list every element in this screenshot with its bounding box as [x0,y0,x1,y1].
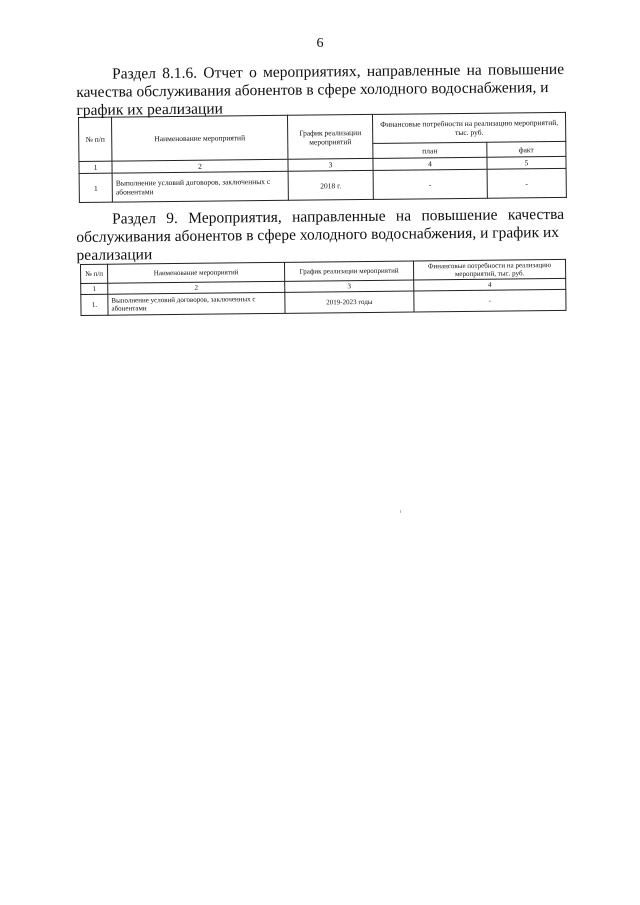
row-fact: - [487,168,567,198]
row-finance: - [414,289,566,312]
index-cell: 3 [285,280,414,292]
row-schedule: 2019-2023 годы [285,291,414,313]
row-num: 1. [81,294,108,315]
header-schedule: График реализации мероприятий [287,114,373,159]
table-row [79,168,566,202]
section-8-1-6-heading-line2: график их реализации [76,100,223,119]
row-schedule: 2018 г. [288,170,374,200]
index-cell: 2 [108,281,285,294]
index-cell: 4 [373,157,487,170]
row-num: 1 [79,173,112,202]
section-9-heading [76,206,565,265]
section-9-heading-line2: реализации [76,246,153,264]
header-num: № п/п [81,264,108,283]
header-finance: Финансовые потребности на реализацию мероприятий, тыс. руб. [373,112,566,143]
header-name: Наименование мероприятий [108,262,285,283]
index-cell: 5 [487,156,566,169]
page-number: 6 [316,36,324,51]
section-8-1-6-heading [76,61,565,120]
index-cell: 2 [112,159,288,173]
index-cell: 3 [288,158,373,171]
header-finance: Финансовые потребности на реализацию мероприятий, тыс. руб. [413,259,565,280]
header-name: Наименование мероприятий [112,115,288,161]
section-9-table [80,259,567,316]
index-cell: 1 [81,283,108,294]
scan-speck [400,510,401,513]
header-schedule: График реализации мероприятий [284,261,413,281]
row-name: Выполнение условий договоров, заключенных с абонентами [108,292,285,315]
header-fact: факт [486,141,566,157]
index-cell: 1 [79,161,112,173]
header-plan: план [373,142,487,158]
table-row [81,289,566,315]
row-plan: - [373,169,487,199]
section-8-1-6-heading-line1: Раздел 8.1.6. Отчет о мероприятиях, направленные на повышение качества обслуживания абонентов в сфере холодного водоснабжения, и [76,60,565,101]
section-9-heading-line1: Раздел 9. Мероприятия, направленные на повышение качества обслуживания абонентов в сфере холодного водоснабжения, и график их [76,205,565,246]
header-num: № п/п [79,117,113,161]
index-cell: 4 [414,278,566,291]
section-8-1-6-table [78,112,567,203]
row-name: Выполнение условий договоров, заключенных с абонентами [112,171,288,202]
